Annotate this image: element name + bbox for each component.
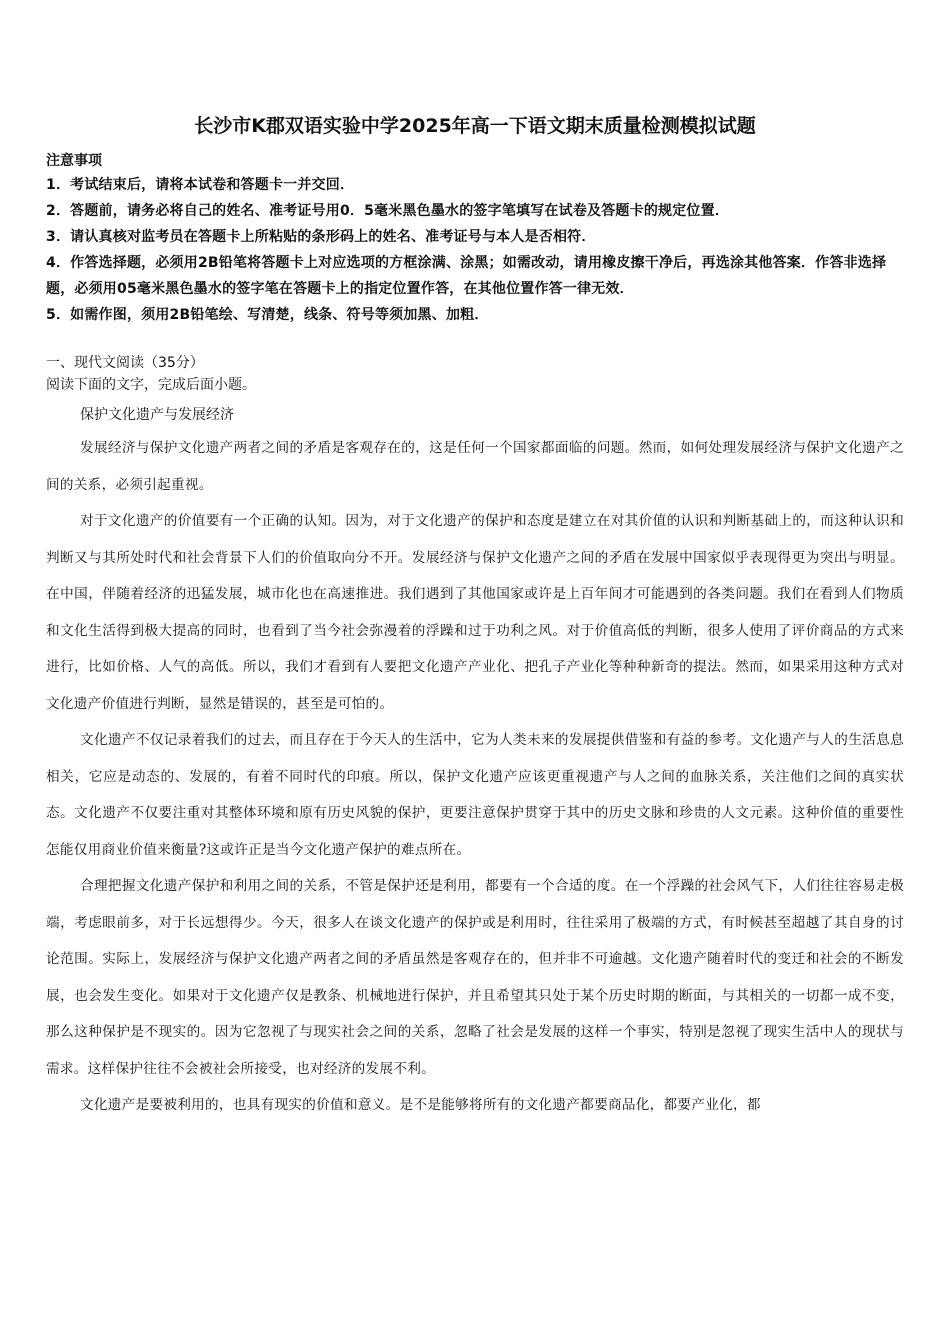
- notice-heading: 注意事项: [46, 153, 102, 169]
- exam-title: 长沙市K郡双语实验中学2025年高一下语文期末质量检测模拟试题: [194, 115, 756, 137]
- article-title: 保护文化遗产与发展经济: [80, 407, 234, 423]
- notice-item: 3．请认真核对监考员在答题卡上所粘贴的条形码上的姓名、准考证号与本人是否相符．: [46, 229, 596, 245]
- article-paragraph: 文化遗产不仅记录着我们的过去，而且存在于今天人的生活中，它为人类未来的发展提供借鉴和有益的参考。文化遗产与人的生活息息相关，它应是动态的、发展的，有着不同时代的印痕。所以，保护文化遗产应该更重视遗产与人之间的血脉关系，关注他们之间的真实状态。文化遗产不仅要注重对其整体环境和原有历史风貌的保护，更要注意保护贯穿于其中的历史文脉和珍贵的人文元素。这种价值的重要性怎能仅用商业价值来衡量?这或许正是当今文化遗产保护的难点所在。: [46, 732, 904, 858]
- article-paragraph: 合理把握文化遗产保护和利用之间的关系，不管是保护还是利用，都要有一个合适的度。在一个浮躁的社会风气下，人们往往容易走极端，考虑眼前多，对于长远想得少。今天，很多人在谈文化遗产的保护或是利用时，往往采用了极端的方式，有时候甚至超越了其自身的讨论范围。实际上，发展经济与保护文化遗产两者之间的矛盾虽然是客观存在的，但并非不可逾越。文化遗产随着时代的变迁和社会的不断发展，也会发生变化。如果对于文化遗产仅是教条、机械地进行保护，并且希望其只处于某个历史时期的断面，与其相关的一切都一成不变，那么这种保护是不现实的。因为它忽视了与现实社会之间的关系，忽略了社会是发展的这样一个事实，特别是忽视了现实生活中人的现状与需求。这样保护往往不会被社会所接受，也对经济的发展不利。: [46, 878, 904, 1077]
- article-paragraph: 文化遗产是要被利用的，也具有现实的价值和意义。是不是能够将所有的文化遗产都要商品化，都要产业化，都: [80, 1097, 761, 1113]
- notice-item: 2．答题前，请务必将自己的姓名、准考证号用0．5毫米黑色墨水的签字笔填写在试卷及答题卡的规定位置．: [46, 203, 730, 219]
- section-heading: 一、现代文阅读（35分）: [46, 355, 204, 371]
- reading-instruction: 阅读下面的文字，完成后面小题。: [46, 377, 256, 393]
- article-paragraph: 对于文化遗产的价值要有一个正确的认知。因为，对于文化遗产的保护和态度是建立在对其价值的认识和判断基础上的，而这种认识和判断又与其所处时代和社会背景下人们的价值取向分不开。发展经济与保护文化遗产之间的矛盾在发展中国家似乎表现得更为突出与明显。在中国，伴随着经济的迅猛发展，城市化也在高速推进。我们遇到了其他国家或许是上百年间才可能遇到的各类问题。我们在看到人们物质和文化生活得到极大提高的同时，也看到了当今社会弥漫着的浮躁和过于功利之风。对于价值高低的判断，很多人使用了评价商品的方式来进行，比如价格、人气的高低。所以，我们才看到有人要把文化遗产产业化、把孔子产业化等种种新奇的提法。然而，如果采用这种方式对文化遗产价值进行判断，显然是错误的，甚至是可怕的。: [46, 513, 904, 712]
- notice-item: 1．考试结束后，请将本试卷和答题卡一并交回．: [46, 177, 355, 193]
- notice-item: 5．如需作图，须用2B铅笔绘、写清楚，线条、符号等须加黑、加粗．: [46, 307, 489, 323]
- exam-page: [46, 112, 904, 1124]
- notice-item: 4．作答选择题，必须用2B铅笔将答题卡上对应选项的方框涂满、涂黑；如需改动，请用橡皮擦干净后，再选涂其他答案．作答非选择题，必须用05毫米黑色墨水的签字笔在答题卡上的指定位置作答，在其他位置作答一律无效．: [46, 255, 887, 297]
- article-paragraph: 发展经济与保护文化遗产两者之间的矛盾是客观存在的，这是任何一个国家都面临的问题。然而，如何处理发展经济与保护文化遗产之间的关系，必须引起重视。: [46, 440, 904, 493]
- notice-list: [46, 172, 904, 328]
